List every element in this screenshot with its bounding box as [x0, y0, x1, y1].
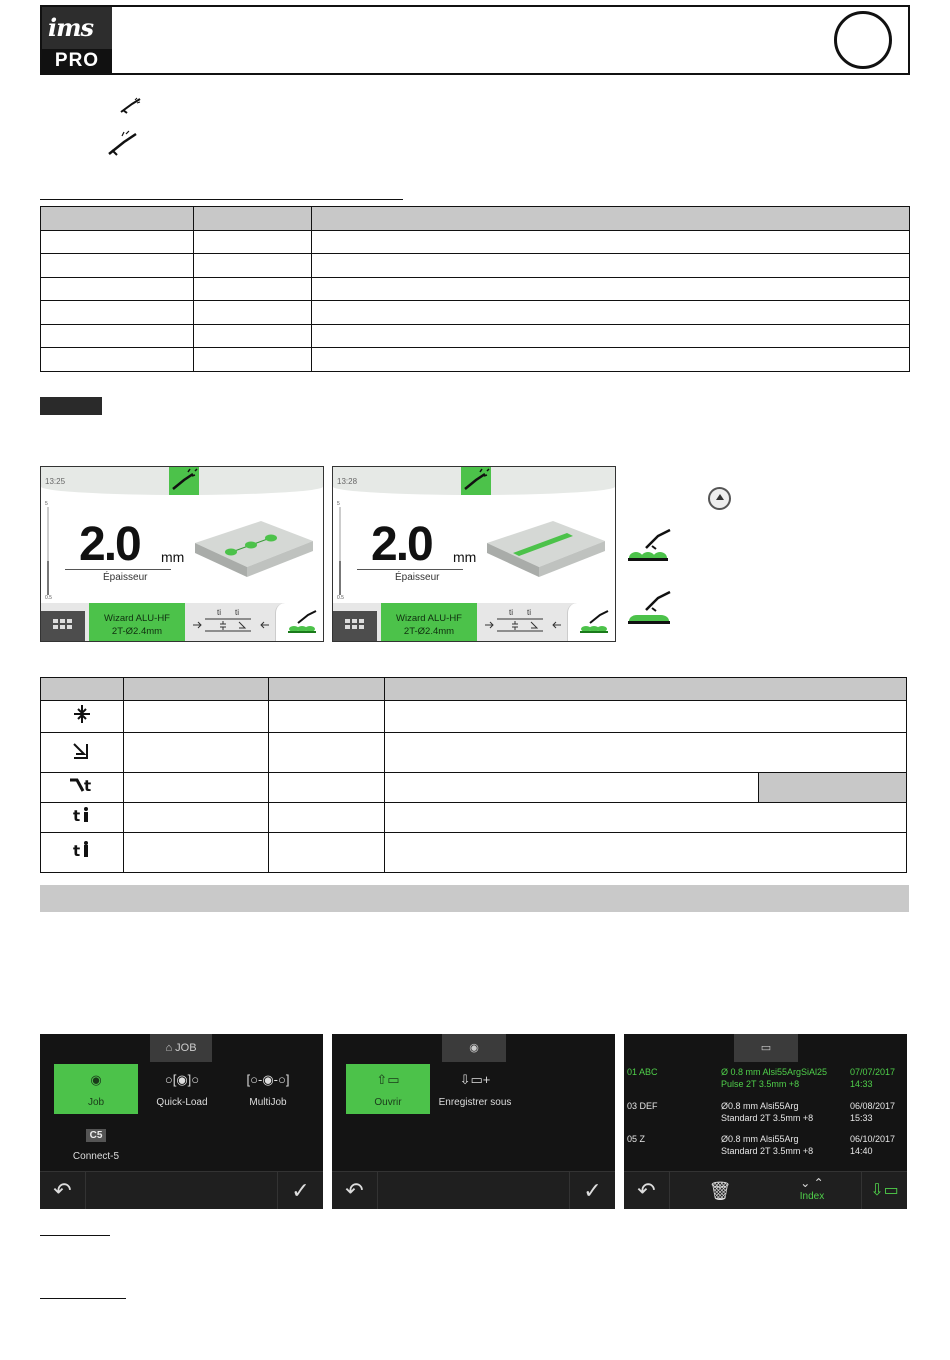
svg-text:t: t — [84, 777, 92, 795]
table-row — [41, 773, 907, 803]
open-save-screen — [332, 1034, 615, 1209]
screen-time: 13:25 — [45, 477, 66, 486]
back-arrow-icon[interactable]: ↶ — [624, 1172, 670, 1209]
spot-mode-icon[interactable] — [275, 603, 323, 642]
post-gas-time-icon — [41, 833, 124, 873]
table-header-row — [41, 207, 910, 231]
folder-tab[interactable] — [734, 1034, 798, 1062]
index-sort-button[interactable]: ⌄ ⌃ Index — [784, 1172, 840, 1209]
grey-cell — [759, 773, 907, 803]
folder-load-icon[interactable]: ⇩▭ — [861, 1172, 907, 1209]
continuous-mode-icon[interactable] — [567, 603, 615, 642]
home-icon: ⌂ — [165, 1042, 176, 1054]
table-row — [41, 324, 910, 348]
logo-pro-text: PRO — [42, 49, 112, 73]
torch-icon — [118, 96, 144, 116]
sort-chevrons-icon: ⌄ ⌃ — [800, 1176, 824, 1190]
job-menu-screen — [40, 1034, 323, 1209]
table-row — [41, 733, 907, 773]
screen-bottombar — [41, 603, 323, 642]
torch-hf-icon — [106, 130, 140, 158]
delete-trash-icon[interactable]: 🗑 — [708, 1181, 732, 1201]
parameter-icons[interactable] — [483, 606, 567, 640]
section-underline — [40, 199, 403, 200]
hf-torch-badge-icon[interactable] — [169, 467, 199, 495]
thickness-icon — [41, 701, 124, 733]
continuous-weld-plate-icon — [483, 517, 609, 583]
connect-5-tile[interactable]: C5 Connect-5 — [54, 1118, 138, 1168]
folder-open-icon: ⇧▭ — [376, 1072, 400, 1087]
job-icon: ◉ — [90, 1072, 102, 1087]
screen-time: 13:28 — [337, 477, 358, 486]
footnote-underline — [40, 1235, 110, 1236]
hf-torch-badge-icon[interactable] — [461, 467, 491, 495]
svg-text:t: t — [73, 842, 81, 860]
job-list-item[interactable]: 05 Z Ø0.8 mm Alsi55Arg Standard 2T 3.5mm +8 06/10/2017 14:40 — [627, 1134, 896, 1156]
wizard-button[interactable]: Wizard ALU-HF 2T-Ø2.4mm — [381, 603, 477, 642]
job-tile[interactable]: ◉ Job — [54, 1064, 138, 1114]
table-row — [41, 348, 910, 372]
folder-icon: ▭ — [760, 1042, 772, 1054]
parameter-icons[interactable] — [191, 606, 275, 640]
welding-screen-spot — [40, 466, 324, 642]
thickness-unit: mm — [161, 549, 185, 565]
footnote-underline — [40, 1298, 126, 1299]
job-tab[interactable]: ⌂ JOB — [150, 1034, 212, 1062]
svg-text:ti: ti — [509, 608, 513, 617]
up-arrow-button-icon — [708, 487, 731, 510]
grid-menu-button[interactable] — [333, 611, 377, 642]
spot-weld-plate-icon — [191, 517, 317, 583]
thickness-value: 2.0 — [371, 518, 432, 571]
back-arrow-icon[interactable]: ↶ — [40, 1172, 86, 1209]
downslope-time-icon — [41, 773, 124, 803]
page-header — [40, 5, 910, 75]
svg-text:ti: ti — [235, 608, 239, 617]
folder-save-icon: ⇩▭+ — [459, 1072, 491, 1087]
c5-badge-icon: C5 — [54, 1126, 138, 1142]
svg-text:ti: ti — [527, 608, 531, 617]
icons-table — [40, 677, 907, 873]
spot-weld-mode-icon — [626, 526, 674, 564]
table-row — [41, 254, 910, 278]
multijob-icon: [○-◉-○] — [246, 1072, 290, 1087]
thickness-scale: 5 0.5 — [45, 501, 52, 601]
thickness-value: 2.0 — [79, 518, 140, 571]
quick-load-tile[interactable]: ○[◉]○ Quick-Load — [140, 1064, 224, 1114]
multijob-tile[interactable]: [○-◉-○] MultiJob — [226, 1064, 310, 1114]
page-number-circle — [834, 11, 892, 69]
job-list-screen — [624, 1034, 907, 1209]
thickness-label: Épaisseur — [395, 572, 440, 583]
fillet-weld-icon — [41, 733, 124, 773]
thickness-unit: mm — [453, 549, 477, 565]
parameters-table — [40, 206, 910, 372]
svg-text:t: t — [73, 807, 81, 825]
quick-load-icon: ○[◉]○ — [164, 1072, 200, 1087]
thickness-label: Épaisseur — [103, 572, 148, 583]
svg-text:ti: ti — [217, 608, 221, 617]
pre-gas-time-icon — [41, 803, 124, 833]
table-row — [41, 803, 907, 833]
open-tile[interactable]: ⇧▭ Ouvrir — [346, 1064, 430, 1114]
job-dot-icon: ◉ — [469, 1042, 479, 1054]
grid-menu-button[interactable] — [41, 611, 85, 642]
save-as-tile[interactable]: ⇩▭+ Enregistrer sous — [432, 1064, 518, 1114]
confirm-check-icon[interactable]: ✓ — [569, 1172, 615, 1209]
brand-logo — [42, 7, 112, 73]
table-row — [41, 230, 910, 254]
job-list-item[interactable]: 03 DEF Ø0.8 mm Alsi55Arg Standard 2T 3.5mm +8 06/08/2017 15:33 — [627, 1101, 896, 1123]
table-row — [41, 701, 907, 733]
welding-screen-continuous — [332, 466, 616, 642]
screen-bottombar — [333, 603, 615, 642]
thickness-scale: 5 0.5 — [337, 501, 344, 601]
table-row — [41, 833, 907, 873]
back-arrow-icon[interactable]: ↶ — [332, 1172, 378, 1209]
table-row — [41, 277, 910, 301]
continuous-weld-mode-icon — [626, 588, 674, 628]
bottom-action-bar — [40, 1171, 323, 1209]
wizard-button[interactable]: Wizard ALU-HF 2T-Ø2.4mm — [89, 603, 185, 642]
section-band — [40, 885, 909, 912]
note-tag — [40, 397, 102, 415]
job-list-item[interactable]: 01 ABC Ø 0.8 mm Alsi55ArgSiAl25 Pulse 2T 3.5mm +8 07/07/2017 14:33 — [627, 1067, 896, 1089]
logo-ims-text: ims — [48, 13, 94, 42]
bottom-action-bar — [332, 1171, 615, 1209]
table-row — [41, 301, 910, 325]
confirm-check-icon[interactable]: ✓ — [277, 1172, 323, 1209]
bottom-action-bar — [624, 1171, 907, 1209]
table-header-row — [41, 678, 907, 701]
job-mode-tab[interactable] — [442, 1034, 506, 1062]
